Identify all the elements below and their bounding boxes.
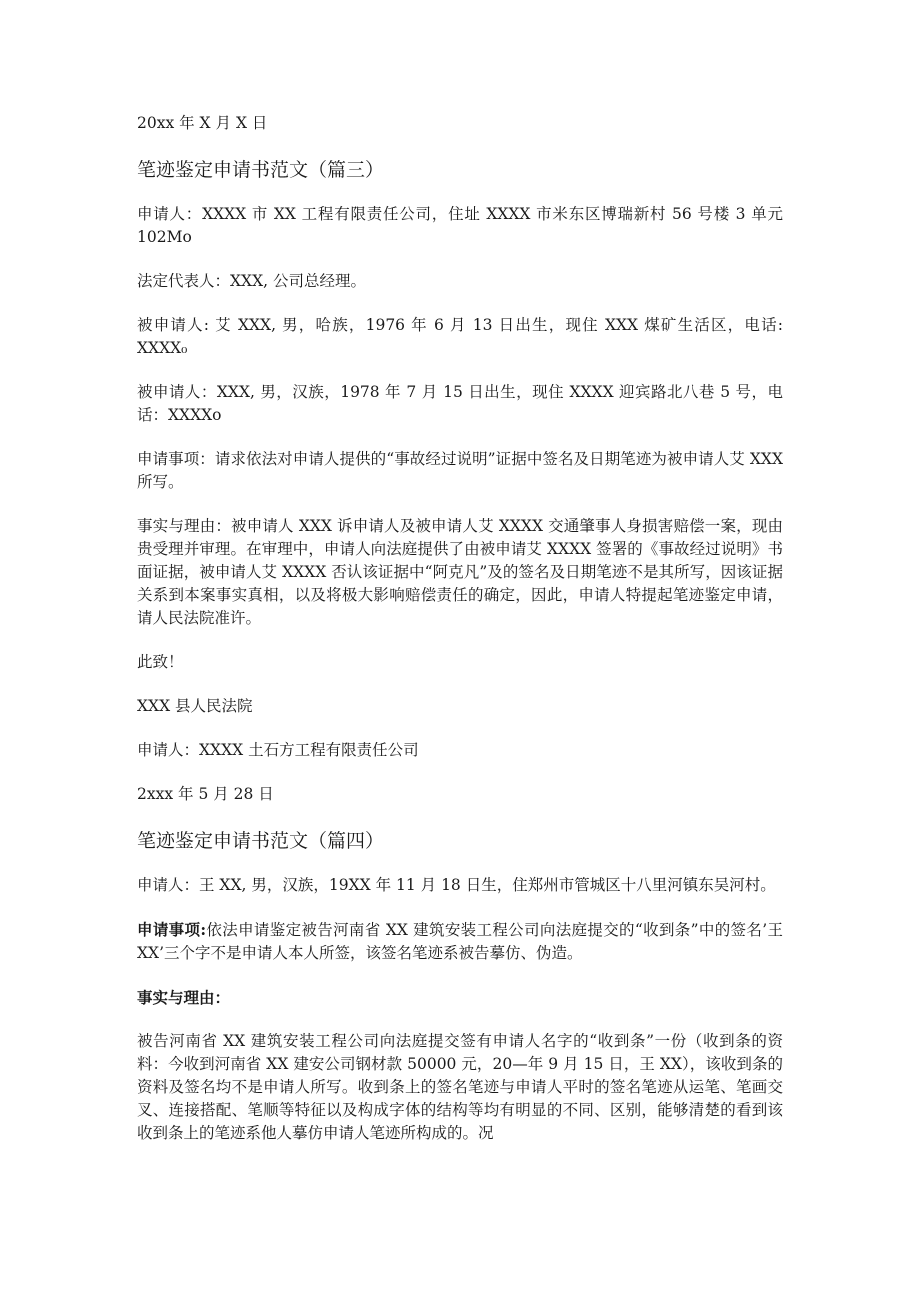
matters-label: 申请事项: [137,920,207,939]
paragraph-signer: 申请人：XXXX 土石方工程有限责任公司 [137,741,419,759]
document-page [137,112,783,1145]
paragraph-4-facts-body: 被告河南省 XX 建筑安装工程公司向法庭提交签有申请人名字的“收到条”一份（收到条的资料：今收到河南省 XX 建安公司钢材款 50000 元，20—年 9 月 15 日，王 XX），该收到条的资料及签名均不是申请人所写。收到条上的签名笔迹与申请人平时的签名笔迹从运笔、笔画交叉、连接搭配、笔顺等特征以及构成字体的结构等均有明显的不同、区别，能够清楚的看到该收到条上的笔迹系他人摹仿申请人笔迹所构成的。况 [137,1032,783,1142]
date-line: 20xx 年 X 月 X 日 [137,114,268,132]
section-heading-3: 笔迹鉴定申请书范文（篇三） [137,159,385,181]
paragraph-respondent-2: 被申请人：XXX, 男，汉族，1978 年 7 月 15 日出生，现住 XXXX 迎宾路北八巷 5 号，电话：XXXXo [137,383,783,424]
paragraph-respondent-1: 被申请人: 艾 XXX, 男，哈族，1976 年 6 月 13 日出生，现住 XXX 煤矿生活区，电话: XXXX₀ [137,316,783,357]
section-heading-4: 笔迹鉴定申请书范文（篇四） [137,830,385,852]
paragraph-applicant: 申请人：XXXX 市 XX 工程有限责任公司，住址 XXXX 市米东区博瑞新村 56 号楼 3 单元 102Mo [137,205,783,246]
paragraph-4-facts-label: 事实与理由： [137,988,231,1007]
paragraph-4-applicant: 申请人：王 XX, 男，汉族，19XX 年 11 月 18 日生，住郑州市管城区十八里河镇东吴河村。 [137,876,776,894]
paragraph-salutation: 此致！ [137,653,184,671]
date-line-2: 2xxx 年 5 月 28 日 [137,785,274,803]
paragraph-4-matters [137,918,783,965]
paragraph-court: XXX 县人民法院 [137,697,253,715]
matters-text: 依法申请鉴定被告河南省 XX 建筑安装工程公司向法庭提交的“收到条”中的签名’王 XX’三个字不是申请人本人所签，该签名笔迹系被告摹仿、伪造。 [137,921,783,962]
paragraph-legal-representative: 法定代表人：XXX, 公司总经理。 [137,272,366,290]
paragraph-application-matters: 申请事项：请求依法对申请人提供的“事故经过说明”证据中签名及日期笔迹为被申请人艾 XXX 所写。 [137,450,783,491]
paragraph-facts-and-reasons: 事实与理由：被申请人 XXX 诉申请人及被申请人艾 XXXX 交通肇事人身损害赔偿一案，现由贵受理并审理。在审理中，申请人向法庭提供了由被申请艾 XXXX 签署的《事故经过说明》书面证据，被申请人艾 XXXX 否认该证据中“阿克凡”及的签名及日期笔迹不是其所写，因该证据关系到本案事实真相，以及将极大影响赔偿责任的确定，因此，申请人特提起笔迹鉴定申请，请人民法院准许。 [137,517,783,627]
